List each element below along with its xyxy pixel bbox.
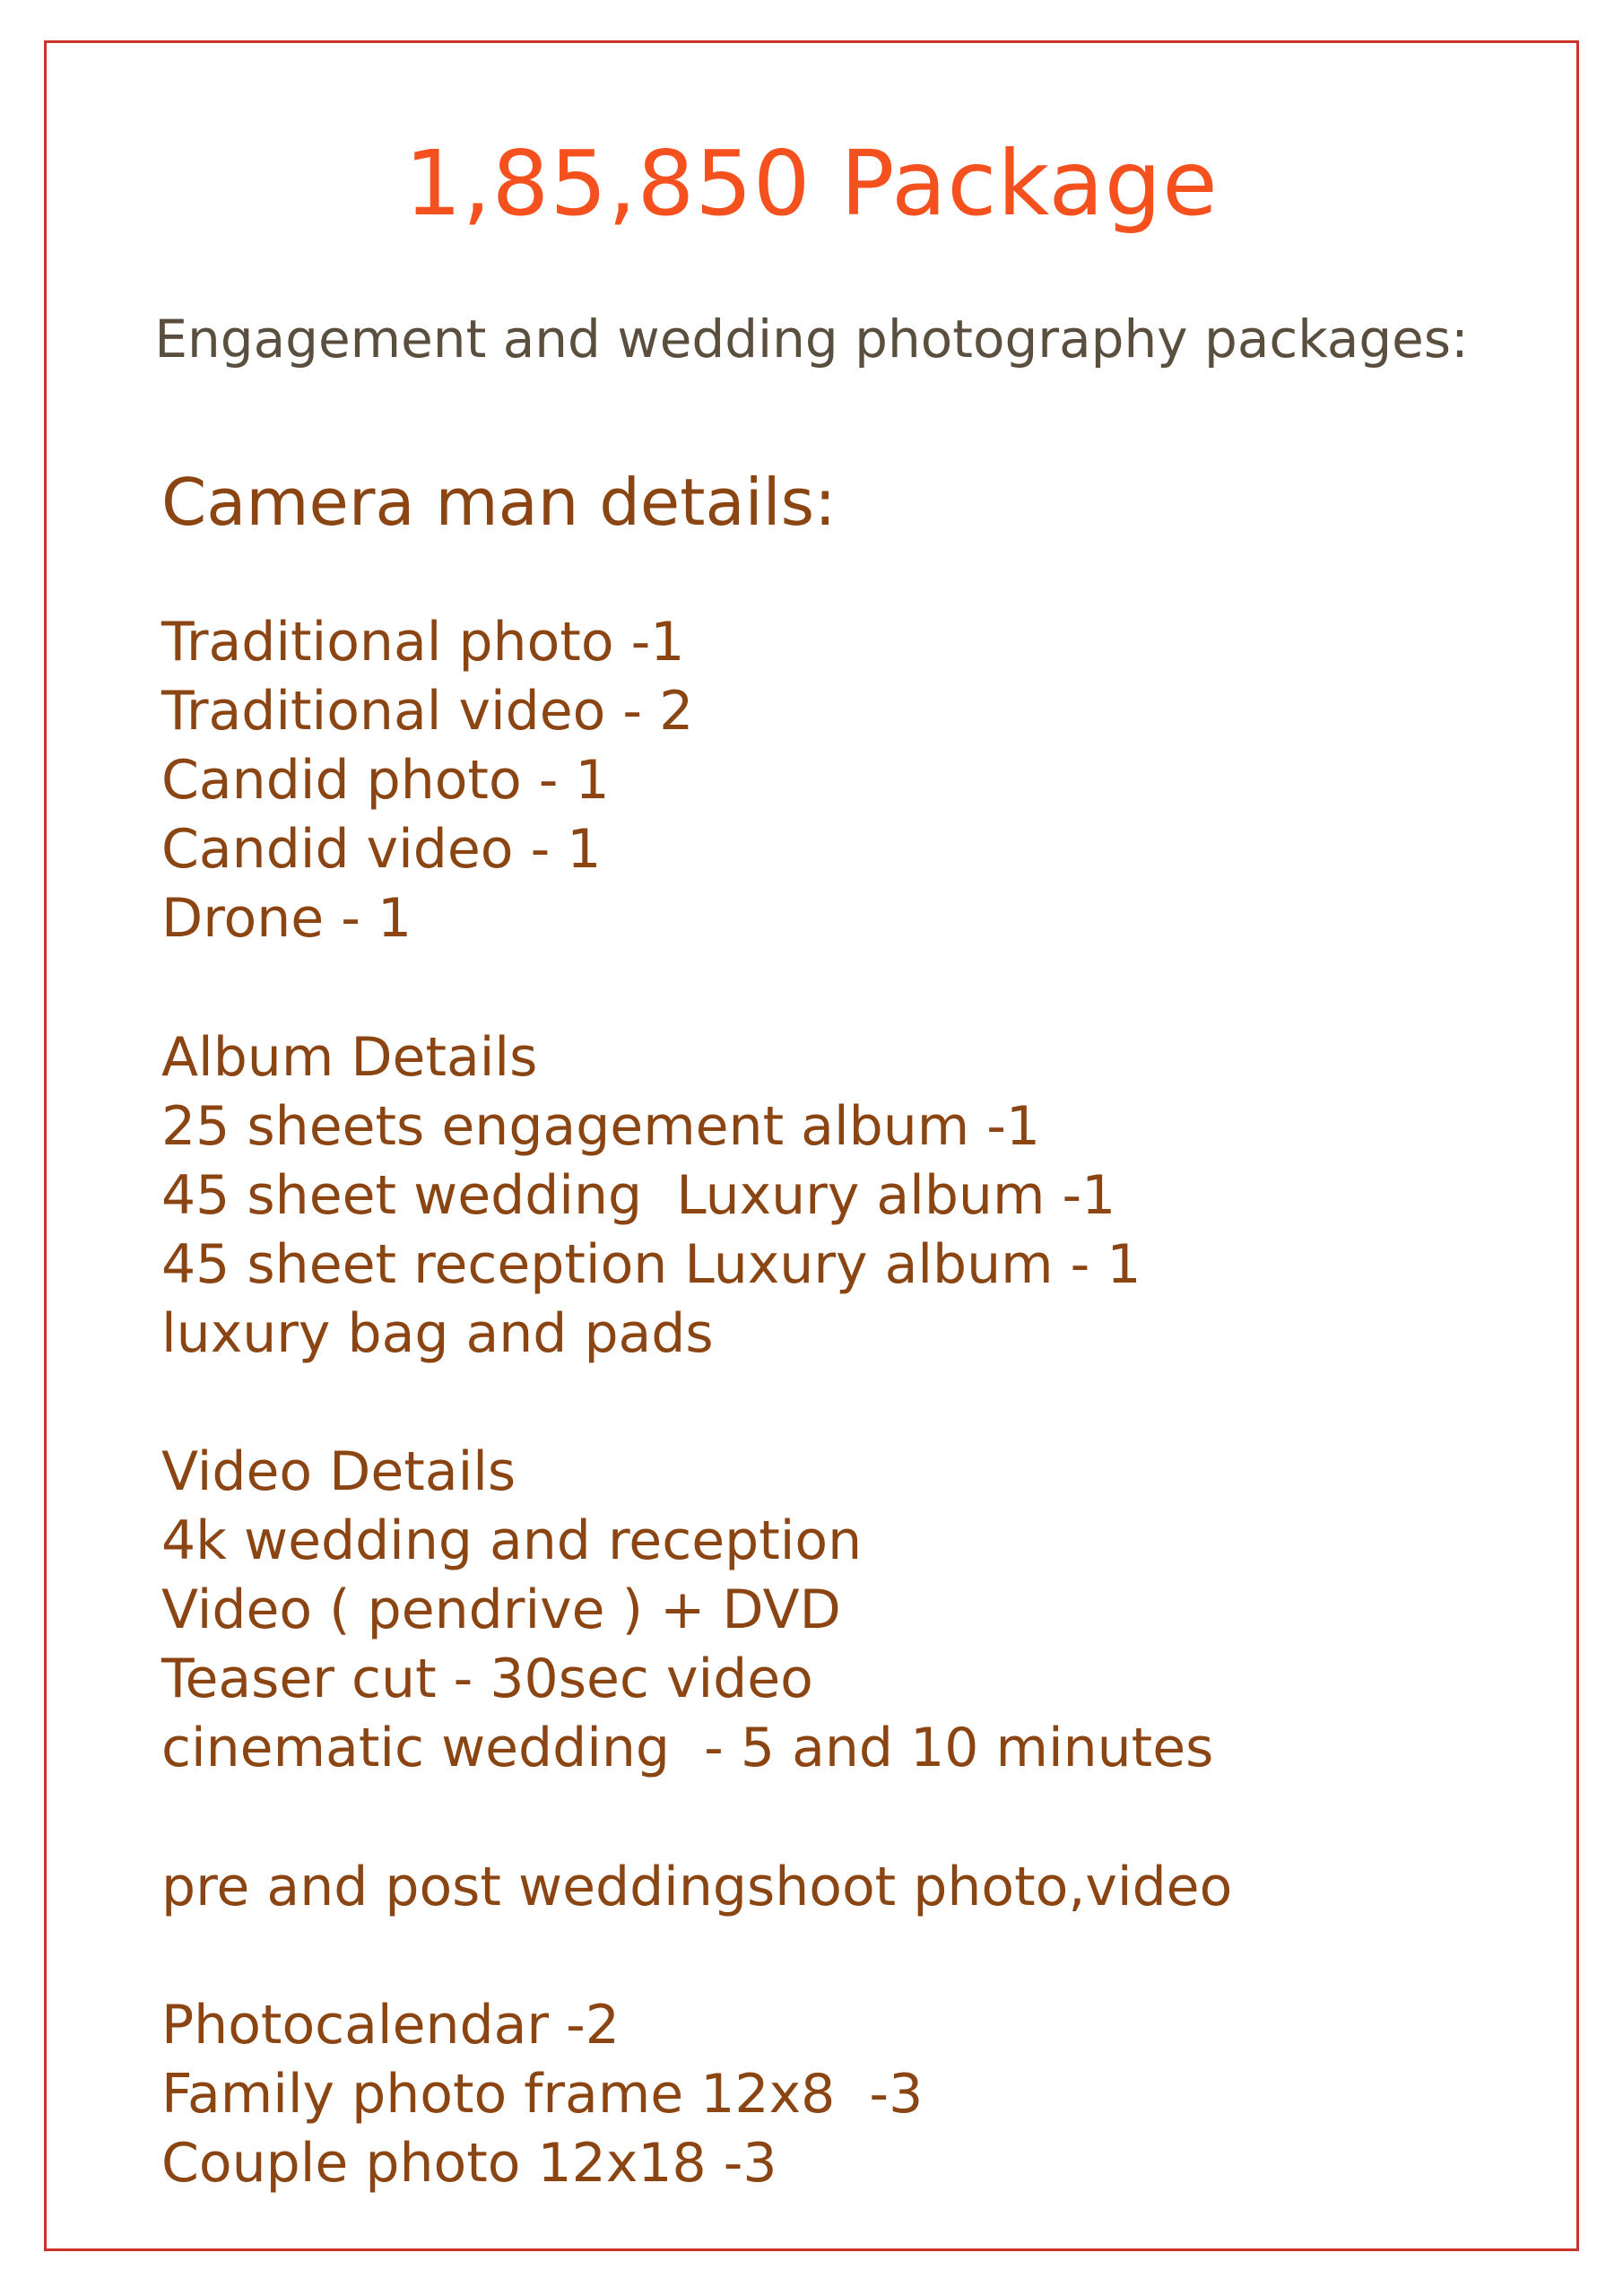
album-item: luxury bag and pads [161,1302,714,1365]
camera-item: Candid photo - 1 [161,749,610,812]
video-item: Video ( pendrive ) + DVD [161,1578,841,1641]
extras-item: Family photo frame 12x8 -3 [161,2063,924,2126]
album-list [161,1023,1141,1369]
video-item: cinematic wedding - 5 and 10 minutes [161,1717,1214,1779]
camera-list [161,608,693,953]
album-item: 45 sheet reception Luxury album - 1 [161,1233,1141,1296]
album-item: 25 sheets engagement album -1 [161,1095,1041,1158]
package-subtitle: Engagement and wedding photography packages: [154,309,1469,370]
album-item: 45 sheet wedding Luxury album -1 [161,1164,1116,1227]
camera-item: Drone - 1 [161,887,412,950]
shoot-list [161,1853,1232,1922]
video-heading: Video Details [161,1440,516,1503]
extras-list [161,1991,923,2198]
extras-item: Couple photo 12x18 -3 [161,2132,777,2195]
camera-item: Traditional video - 2 [161,680,694,743]
video-item: Teaser cut - 30sec video [161,1648,813,1710]
video-list [161,1438,1213,1783]
package-title: 1,85,850 Package [404,131,1219,236]
camera-item: Traditional photo -1 [161,611,685,674]
shoot-item: pre and post weddingshoot photo,video [161,1856,1233,1918]
camera-heading: Camera man details: [161,465,837,540]
camera-item: Candid video - 1 [161,818,602,881]
extras-item: Photocalendar -2 [161,1994,620,2057]
video-item: 4k wedding and reception [161,1509,863,1572]
album-heading: Album Details [161,1026,538,1089]
